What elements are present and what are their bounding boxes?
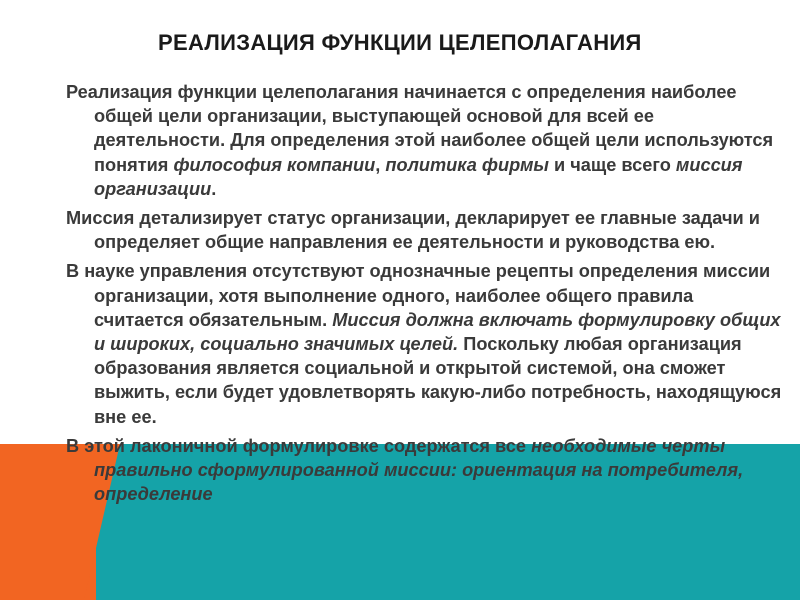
paragraph-3-emphasis: Миссия должна включать формулировку общих и широких, социально значимых целей.	[94, 309, 781, 355]
paragraph-2	[66, 206, 782, 254]
paragraph-1-text-c: и чаще всего	[548, 154, 676, 175]
paragraph-4	[66, 434, 782, 507]
slide-body	[66, 80, 782, 511]
term-organization-mission: миссия организации	[94, 154, 743, 199]
paragraph-1-text-d: .	[211, 178, 217, 199]
paragraph-3-text-a: В науке управления отсутствуют однозначные рецепты определения миссии организации, хотя выполнение одного, наиболее общего правила считается обязательным.	[66, 261, 771, 330]
term-firm-policy: политика фирмы	[385, 154, 549, 175]
paragraph-2-text: Миссия детализирует статус организации, декларирует ее главные задачи и определяет общие направления ее деятельности и руководства ею.	[66, 208, 760, 253]
paragraph-1	[66, 80, 782, 201]
paragraph-3	[66, 259, 782, 428]
slide-title: РЕАЛИЗАЦИЯ ФУНКЦИИ ЦЕЛЕПОЛАГАНИЯ	[158, 30, 642, 55]
term-company-philosophy: философия компании	[173, 154, 376, 175]
paragraph-3-text-b: Поскольку любая организация образования является социальной и открытой системой, она сможет выжить, если будет удовлетворять какую-либо потребность, находящуюся вне ее.	[94, 334, 782, 427]
paragraph-4-text-a: В этой лаконичной формулировке содержатся все	[66, 435, 532, 456]
paragraph-1-text-b: ,	[375, 154, 386, 175]
paragraph-1-text-a: Реализация функции целеполагания начинается с определения наиболее общей цели организации, выступающей основой для всей ее деятельности. Для определения этой наиболее общей цели используются понятия	[66, 82, 774, 175]
paragraph-4-emphasis: необходимые черты правильно сформулированной миссии: ориентация на потребителя, определение	[94, 435, 744, 505]
